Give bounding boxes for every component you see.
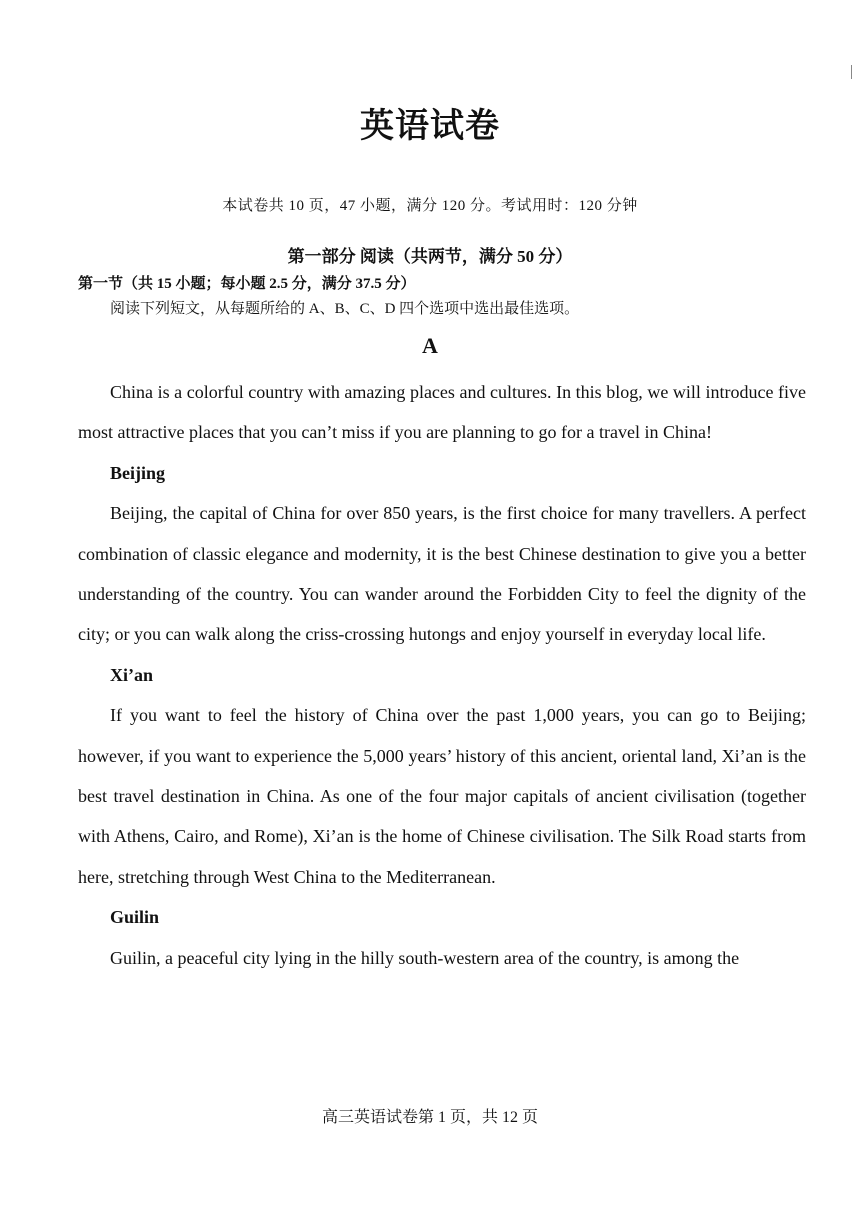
- section-heading: 第一节（共 15 小题；每小题 2.5 分，满分 37.5 分）: [78, 276, 416, 292]
- scan-edge-mark: [851, 65, 852, 79]
- passage-intro: China is a colorful country with amazing places and cultures. In this blog, we will introduce five most attractive places that you can’t miss if you are planning to go for a travel in China!: [78, 382, 806, 443]
- passage-letter: A: [422, 333, 438, 358]
- passage-body: [78, 372, 806, 978]
- beijing-paragraph: Beijing, the capital of China for over 850 years, is the first choice for many travellers. A perfect combination of classic elegance and modernity, it is the best Chinese destination to give you a better understanding of the country. You can wander around the Forbidden City to feel the dignity of the city; or you can walk along the criss-crossing hutongs and enjoy yourself in everyday local life.: [78, 503, 806, 645]
- part-heading: 第一部分 阅读（共两节，满分 50 分）: [287, 247, 573, 266]
- section-directions: 阅读下列短文，从每题所给的 A、B、C、D 四个选项中选出最佳选项。: [110, 301, 580, 317]
- beijing-heading: Beijing: [110, 462, 166, 483]
- exam-title: 英语试卷: [360, 106, 500, 146]
- xian-paragraph: If you want to feel the history of China over the past 1,000 years, you can go to Beijing; however, if you want to experience the 5,000 years’ history of this ancient, oriental land, Xi’an is the best travel destination in China. As one of the four major capitals of ancient civilisation (together with Athens, Cairo, and Rome), Xi’an is the home of Chinese civilisation. The Silk Road starts from here, stretching through West China to the Mediterranean.: [78, 705, 806, 887]
- guilin-paragraph: Guilin, a peaceful city lying in the hilly south-western area of the country, is among the: [110, 947, 740, 968]
- page-footer: 高三英语试卷第 1 页，共 12 页: [321, 1109, 538, 1126]
- xian-heading: Xi’an: [110, 664, 154, 685]
- exam-info: 本试卷共 10 页，47 小题，满分 120 分。考试用时：120 分钟: [222, 198, 638, 214]
- guilin-heading: Guilin: [110, 907, 160, 928]
